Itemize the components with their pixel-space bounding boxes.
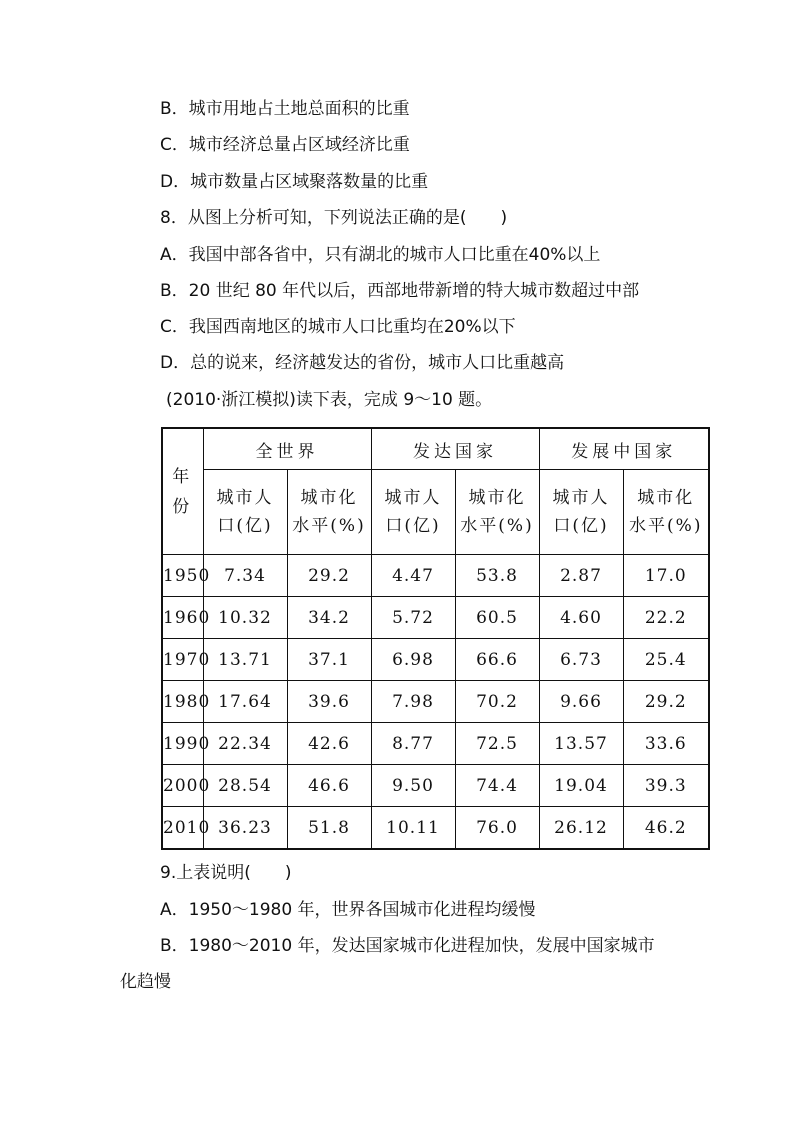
table-cell: 22.34	[203, 723, 287, 765]
year-header-char-2: 份	[172, 496, 194, 517]
table-header-groups	[162, 428, 709, 470]
table-cell: 9.50	[371, 765, 455, 807]
question-9-option-b-line-1: B．1980～2010 年，发达国家城市化进程加快，发展中国家城市	[160, 936, 655, 956]
sub-header-population: 城市人 口(亿)	[203, 470, 287, 555]
table-cell: 51.8	[287, 807, 371, 850]
year-cell: 1980	[162, 681, 203, 723]
year-header-char-1: 年	[172, 466, 194, 487]
year-cell: 2010	[162, 807, 203, 850]
table-cell: 33.6	[623, 723, 709, 765]
table-cell: 46.2	[623, 807, 709, 850]
option-c: C．城市经济总量占区域经济比重	[160, 135, 410, 155]
question-8-option-c: C．我国西南地区的城市人口比重均在20%以下	[160, 317, 516, 337]
table-cell: 2.87	[539, 555, 623, 597]
table-cell: 6.73	[539, 639, 623, 681]
table-row	[162, 681, 709, 723]
table-row	[162, 597, 709, 639]
table-cell: 7.34	[203, 555, 287, 597]
table-cell: 34.2	[287, 597, 371, 639]
question-9-option-b-line-2: 化趋慢	[120, 972, 171, 992]
urbanization-table	[161, 427, 710, 850]
table-cell: 53.8	[455, 555, 539, 597]
group-header-world: 全世界	[203, 428, 371, 470]
question-8-option-a: A．我国中部各省中，只有湖北的城市人口比重在40%以上	[160, 245, 601, 265]
year-header	[162, 428, 203, 555]
option-b: B．城市用地占土地总面积的比重	[160, 99, 410, 119]
year-cell: 1960	[162, 597, 203, 639]
table-intro: (2010·浙江模拟)读下表，完成 9～10 题。	[166, 390, 493, 410]
table-cell: 29.2	[287, 555, 371, 597]
table-cell: 9.66	[539, 681, 623, 723]
table-cell: 37.1	[287, 639, 371, 681]
table-cell: 4.47	[371, 555, 455, 597]
table-cell: 36.23	[203, 807, 287, 850]
table-cell: 66.6	[455, 639, 539, 681]
group-header-developing: 发展中国家	[539, 428, 709, 470]
table-cell: 25.4	[623, 639, 709, 681]
table-row	[162, 555, 709, 597]
year-cell: 1950	[162, 555, 203, 597]
table-cell: 8.77	[371, 723, 455, 765]
question-9: 9.上表说明( )	[160, 863, 292, 883]
table-cell: 10.11	[371, 807, 455, 850]
option-d: D．城市数量占区域聚落数量的比重	[160, 172, 429, 192]
table-cell: 13.71	[203, 639, 287, 681]
table-row	[162, 723, 709, 765]
table-cell: 7.98	[371, 681, 455, 723]
table-cell: 46.6	[287, 765, 371, 807]
sub-header-rate: 城市化 水平(%)	[287, 470, 371, 555]
table-cell: 5.72	[371, 597, 455, 639]
table-cell: 26.12	[539, 807, 623, 850]
question-8-option-d: D．总的说来，经济越发达的省份，城市人口比重越高	[160, 353, 565, 373]
table-cell: 17.64	[203, 681, 287, 723]
table-cell: 19.04	[539, 765, 623, 807]
table-cell: 17.0	[623, 555, 709, 597]
question-9-option-a: A．1950～1980 年，世界各国城市化进程均缓慢	[160, 900, 536, 920]
year-cell: 1990	[162, 723, 203, 765]
table-cell: 10.32	[203, 597, 287, 639]
question-8-option-b: B．20 世纪 80 年代以后，西部地带新增的特大城市数超过中部	[160, 281, 640, 301]
table-cell: 60.5	[455, 597, 539, 639]
table-cell: 4.60	[539, 597, 623, 639]
table-row	[162, 765, 709, 807]
table-cell: 42.6	[287, 723, 371, 765]
table-cell: 22.2	[623, 597, 709, 639]
table-header-subcolumns	[162, 470, 709, 555]
table-cell: 72.5	[455, 723, 539, 765]
table-cell: 28.54	[203, 765, 287, 807]
table-cell: 29.2	[623, 681, 709, 723]
table-cell: 39.6	[287, 681, 371, 723]
sub-header-rate: 城市化 水平(%)	[455, 470, 539, 555]
table-cell: 74.4	[455, 765, 539, 807]
table-cell: 70.2	[455, 681, 539, 723]
sub-header-population: 城市人 口(亿)	[371, 470, 455, 555]
table-row	[162, 639, 709, 681]
year-cell: 1970	[162, 639, 203, 681]
sub-header-population: 城市人 口(亿)	[539, 470, 623, 555]
table-cell: 39.3	[623, 765, 709, 807]
question-8: 8．从图上分析可知，下列说法正确的是( )	[160, 208, 508, 228]
sub-header-rate: 城市化 水平(%)	[623, 470, 709, 555]
year-cell: 2000	[162, 765, 203, 807]
table-cell: 13.57	[539, 723, 623, 765]
table-cell: 76.0	[455, 807, 539, 850]
table-cell: 6.98	[371, 639, 455, 681]
table-row	[162, 807, 709, 850]
group-header-developed: 发达国家	[371, 428, 539, 470]
